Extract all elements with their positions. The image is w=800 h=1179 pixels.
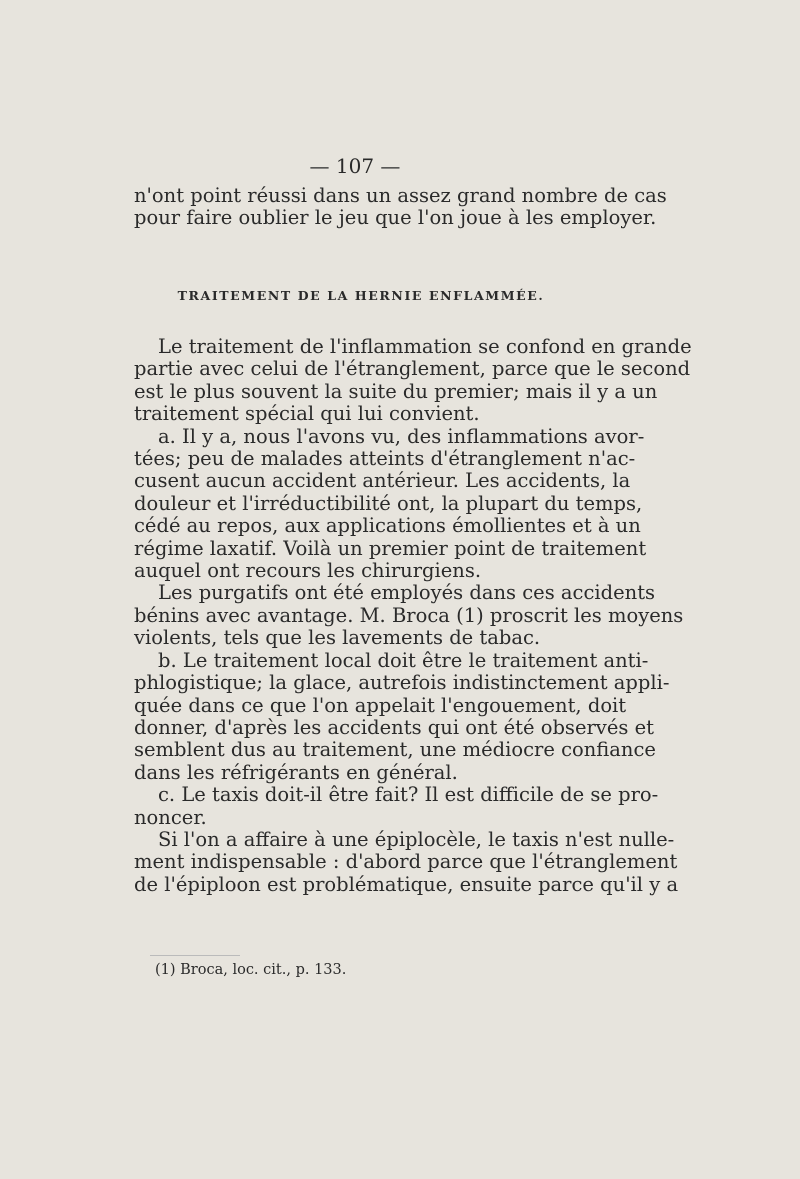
text-line: de l'épiploon est problématique, ensuite parce qu'il y a bbox=[134, 872, 679, 896]
page-number: — 107 — bbox=[309, 154, 401, 178]
text-line: tées; peu de malades atteints d'étranglement n'ac- bbox=[134, 447, 636, 471]
text-line: c. Le taxis doit-il être fait? Il est difficile de se pro- bbox=[158, 783, 659, 807]
text-line: traitement spécial qui lui convient. bbox=[134, 402, 480, 426]
text-line: a. Il y a, nous l'avons vu, des inflammations avor- bbox=[158, 424, 645, 448]
text-line: noncer. bbox=[134, 805, 207, 829]
text-line: partie avec celui de l'étranglement, parce que le second bbox=[134, 357, 691, 381]
text-line: dans les réfrigérants en général. bbox=[134, 760, 458, 784]
section-heading: TRAITEMENT DE LA HERNIE ENFLAMMÉE. bbox=[177, 288, 545, 303]
text-line: Le traitement de l'inflammation se confond en grande bbox=[158, 335, 692, 358]
footnote-divider bbox=[150, 955, 240, 956]
text-line: cédé au repos, aux applications émollientes et à un bbox=[134, 514, 641, 538]
text-line: n'ont point réussi dans un assez grand nombre de cas bbox=[134, 184, 667, 207]
text-line: violents, tels que les lavements de tabac. bbox=[134, 626, 541, 650]
text-line: Si l'on a affaire à une épiplocèle, le taxis n'est nulle- bbox=[158, 827, 675, 851]
text-line: semblent dus au traitement, une médiocre confiance bbox=[134, 738, 656, 762]
text-line: ment indispensable : d'abord parce que l'étranglement bbox=[134, 850, 678, 874]
text-line: douleur et l'irréductibilité ont, la plupart du temps, bbox=[134, 491, 643, 515]
text-line: cusent aucun accident antérieur. Les accidents, la bbox=[134, 469, 631, 493]
text-line: auquel ont recours les chirurgiens. bbox=[134, 559, 482, 583]
text-line: b. Le traitement local doit être le traitement anti- bbox=[158, 648, 649, 672]
text-line: régime laxatif. Voilà un premier point de traitement bbox=[134, 536, 647, 560]
opening-paragraph bbox=[134, 184, 667, 230]
text-line: quée dans ce que l'on appelait l'engouement, doit bbox=[134, 693, 627, 717]
section-body bbox=[134, 335, 692, 896]
text-line: est le plus souvent la suite du premier; mais il y a un bbox=[134, 379, 658, 403]
text-line: bénins avec avantage. M. Broca (1) proscrit les moyens bbox=[134, 603, 684, 627]
footnote: (1) Broca, loc. cit., p. 133. bbox=[155, 962, 347, 978]
text-line: Les purgatifs ont été employés dans ces accidents bbox=[158, 581, 656, 605]
text-line: donner, d'après les accidents qui ont été observés et bbox=[134, 715, 654, 739]
text-line: pour faire oublier le jeu que l'on joue à les employer. bbox=[134, 206, 657, 230]
text-line: phlogistique; la glace, autrefois indistinctement appli- bbox=[134, 671, 670, 695]
